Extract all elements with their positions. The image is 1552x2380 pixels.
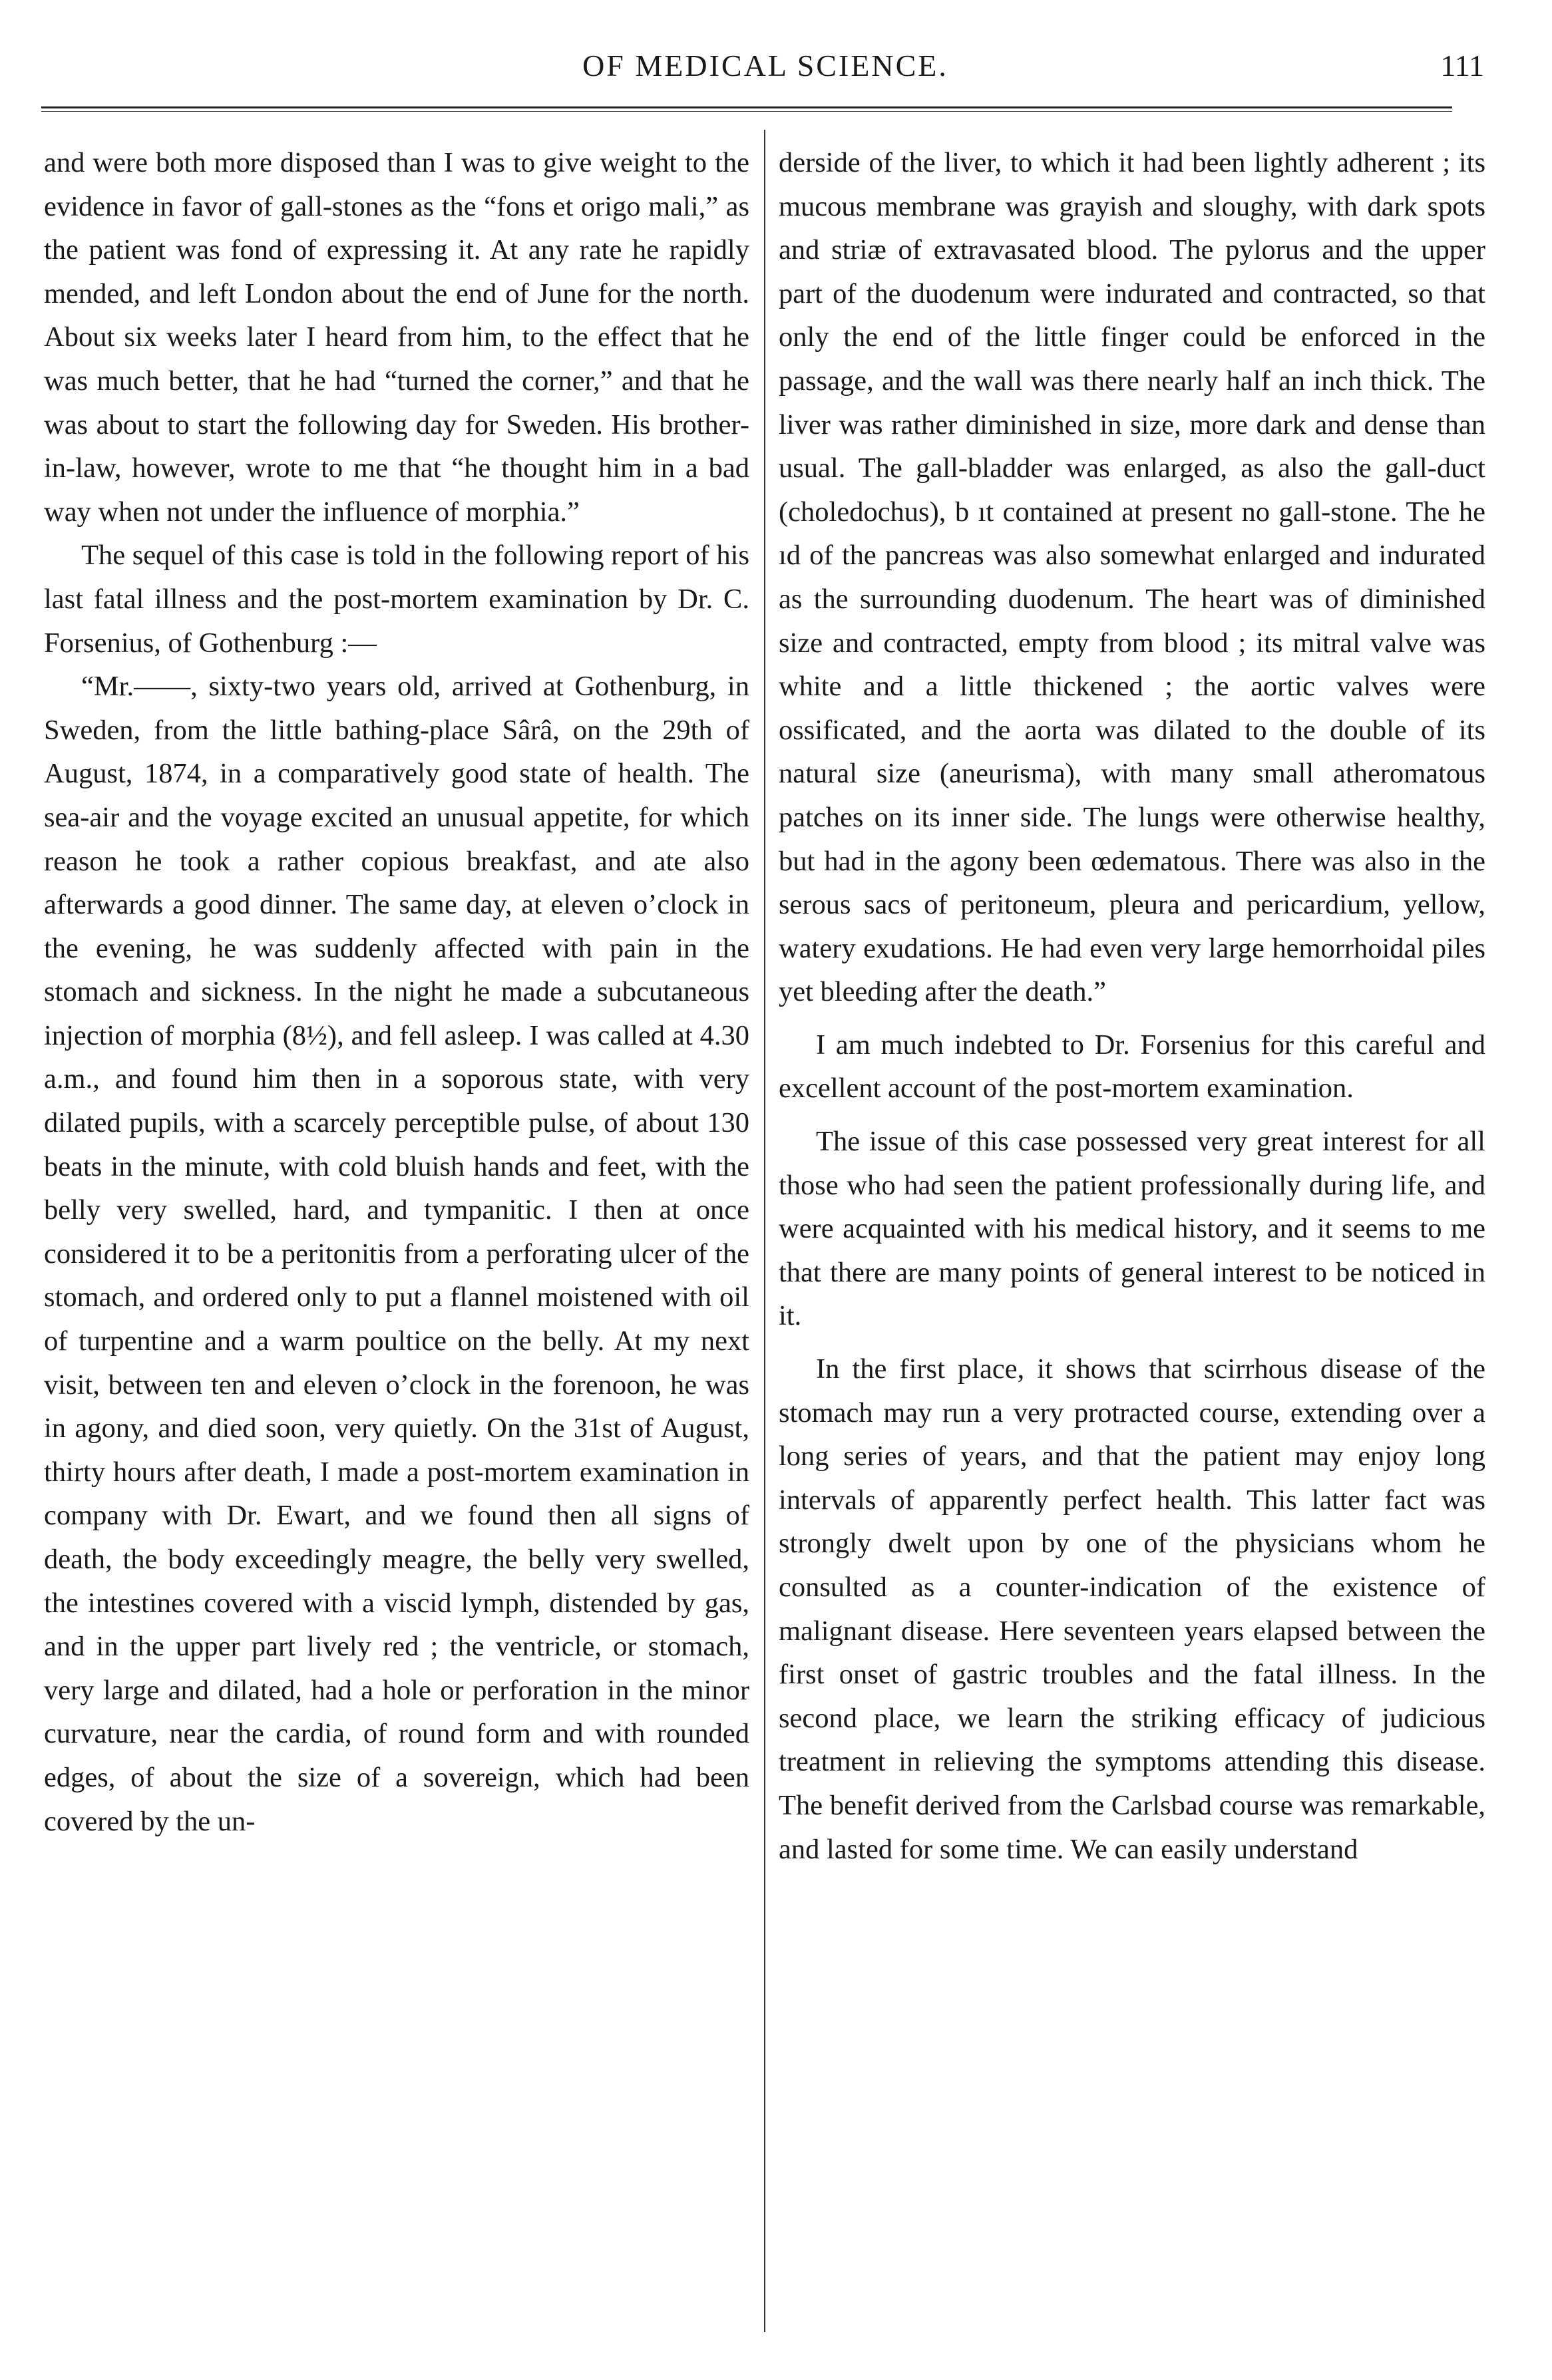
page-number: 111 — [1440, 49, 1484, 83]
running-title: OF MEDICAL SCIENCE. — [582, 49, 948, 83]
header-rule — [41, 106, 1452, 108]
page-header — [40, 41, 1491, 94]
left-paragraph-3: “Mr.——, sixty-two years old, arrived at Gothenburg, in Sweden, from the little bathing-place Sârâ, on the 29th of August, 1874, in a comparatively good state of health. The sea-air and the voyage excited an unusual appetite, for which reason he took a rather copious breakfast, and ate also afterwards a good dinner. The same day, at eleven o’clock in the evening, he was suddenly affected with pain in the stomach and sickness. In the night he made a subcutaneous injection of morphia (8½), and fell asleep. I was called at 4.30 a.m., and found him then in a soporous state, with very dilated pupils, with a scarcely perceptible pulse, of about 130 beats in the minute, with cold bluish hands and feet, with the belly very swelled, hard, and tympanitic. I then at once considered it to be a peritonitis from a perforating ulcer of the stomach, and ordered only to put a flannel moistened with oil of turpentine and a warm poultice on the belly. At my next visit, between ten and eleven o’clock in the forenoon, he was in agony, and died soon, very quietly. On the 31st of August, thirty hours after death, I made a post-mortem examination in company with Dr. Ewart, and we found then all signs of death, the body exceedingly meagre, the belly very swelled, the intestines covered with a viscid lymph, distended by gas, and in the upper part lively red ; the ventricle, or stomach, very large and dilated, had a hole or perforation in the minor curvature, near the cardia, of round form and with rounded edges, of about the size of a sovereign, which had been covered by the un- — [44, 671, 749, 1837]
right-column — [779, 141, 1485, 1871]
right-paragraph-3: The issue of this case possessed very great interest for all those who had seen the patient professionally during life, and were acquainted with his medical history, and it seems to me that there are many points of general interest to be noticed in it. — [779, 1126, 1485, 1332]
left-paragraph-2: The sequel of this case is told in the following report of his last fatal illness and the post-mortem examination by Dr. C. Forsenius, of Gothenburg :— — [44, 540, 749, 659]
right-paragraph-1: derside of the liver, to which it had been lightly adherent ; its mucous membrane was grayish and sloughy, with dark spots and striæ of extravasated blood. The pylorus and the upper part of the duodenum were indurated and contracted, so that only the end of the little finger could be enforced in the passage, and the wall was there nearly half an inch thick. The liver was rather diminished in size, more dark and dense than usual. The gall-bladder was enlarged, as also the gall-duct (choledochus), b ıt contained at present no gall-stone. The he ıd of the pancreas was also somewhat enlarged and indurated as the surrounding duodenum. The heart was of diminished size and contracted, empty from blood ; its mitral valve was white and a little thickened ; the aortic valves were ossificated, and the aorta was dilated to the double of its natural size (aneurisma), with many small atheromatous patches on its inner side. The lungs were otherwise healthy, but had in the agony been œdematous. There was also in the serous sacs of peritoneum, pleura and pericardium, yellow, watery exudations. He had even very large hemorrhoidal piles yet bleeding after the death.” — [779, 147, 1485, 1008]
right-paragraph-2: I am much indebted to Dr. Forsenius for this careful and excellent account of the post-mortem examination. — [779, 1029, 1485, 1105]
column-divider — [764, 130, 765, 2332]
header-rule-thin — [41, 111, 1452, 112]
left-paragraph-1: and were both more disposed than I was to give weight to the evidence in favor of gall-stones as the “fons et origo mali,” as the patient was fond of expressing it. At any rate he rapidly mended, and left London about the end of June for the north. About six weeks later I heard from him, to the effect that he was much better, that he had “turned the corner,” and that he was about to start the following day for Sweden. His brother-in-law, however, wrote to me that “he thought him in a bad way when not under the influence of morphia.” — [44, 147, 749, 528]
right-paragraph-4: In the first place, it shows that scirrhous disease of the stomach may run a very protracted course, extending over a long series of years, and that the patient may enjoy long intervals of apparently perfect health. This latter fact was strongly dwelt upon by one of the physicians whom he consulted as a counter-indication of the existence of malignant disease. Here seventeen years elapsed between the first onset of gastric troubles and the fatal illness. In the second place, we learn the striking efficacy of judicious treatment in relieving the symptoms attending this disease. The benefit derived from the Carlsbad course was remarkable, and lasted for some time. We can easily understand — [779, 1353, 1485, 1865]
left-column — [44, 141, 749, 1843]
